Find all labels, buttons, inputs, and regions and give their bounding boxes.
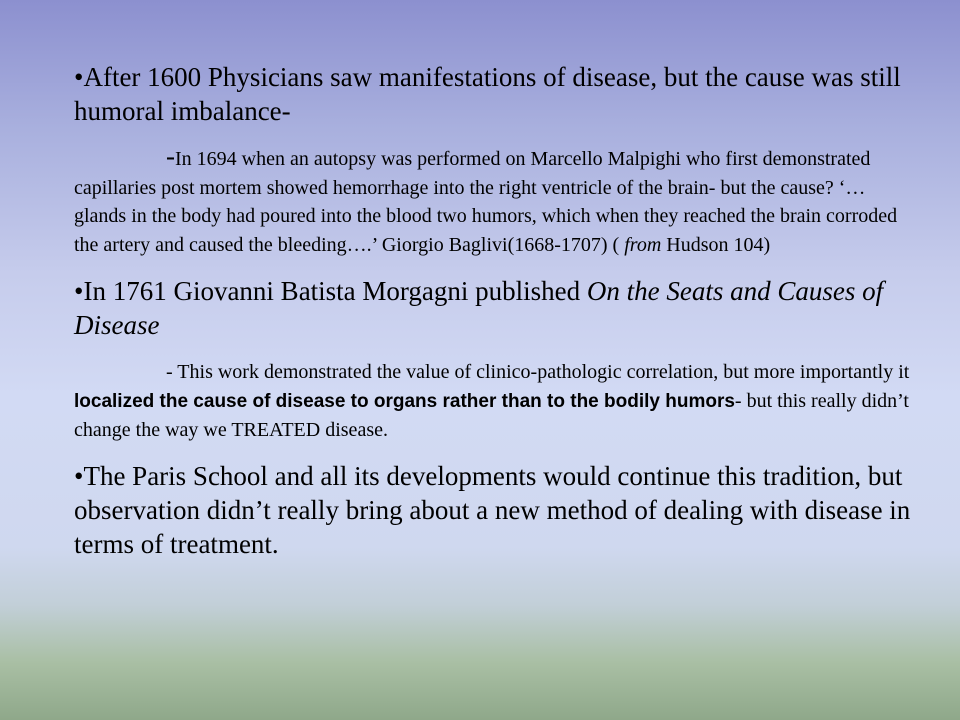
sub-point-2	[74, 358, 916, 445]
sub-point-1-citation: Hudson 104)	[661, 233, 771, 256]
sub-point-1-text: In 1694 when an autopsy was performed on Marcello Malpighi who first demonstrated capillaries post mortem showed hemorrhage into the right ventricle of the brain- but the cause? ‘… glands in the body had poured into the blood two humors, which when they reached the brain corroded the artery and caused the bleeding….’ Giorgio Baglivi(1668-1707) (	[74, 148, 898, 256]
bullet-1-text: After 1600 Physicians saw manifestations of disease, but the cause was still humoral imbalance-	[74, 62, 901, 126]
book-title: On the Seats and Causes of Disease	[74, 276, 884, 340]
bullet-2	[74, 274, 916, 342]
bullet-marker: •	[74, 62, 84, 92]
bullet-3-text: The Paris School and all its developments would continue this tradition, but observation didn’t really bring about a new method of dealing with disease in terms of treatment.	[74, 460, 911, 559]
bullet-3	[74, 459, 916, 561]
sub-point-1-from: from	[624, 233, 662, 256]
sub-point-2-emphasis: localized the cause of disease to organs rather than to the bodily humors	[74, 390, 735, 412]
bullet-1	[74, 60, 916, 128]
bullet-marker: •	[74, 276, 84, 306]
sub-point-2-conclusion: - but this really didn’t change the way we TREATED disease.	[74, 389, 909, 441]
bullet-2-text: In 1761 Giovanni Batista Morgagni published	[83, 276, 587, 306]
bullet-marker: •	[74, 460, 84, 491]
sub-point-1	[74, 142, 916, 259]
slide-content	[74, 60, 916, 561]
sub-point-2-text: - This work demonstrated the value of clinico-pathologic correlation, but more importantly it	[166, 361, 910, 383]
dash-marker: -	[166, 141, 175, 171]
